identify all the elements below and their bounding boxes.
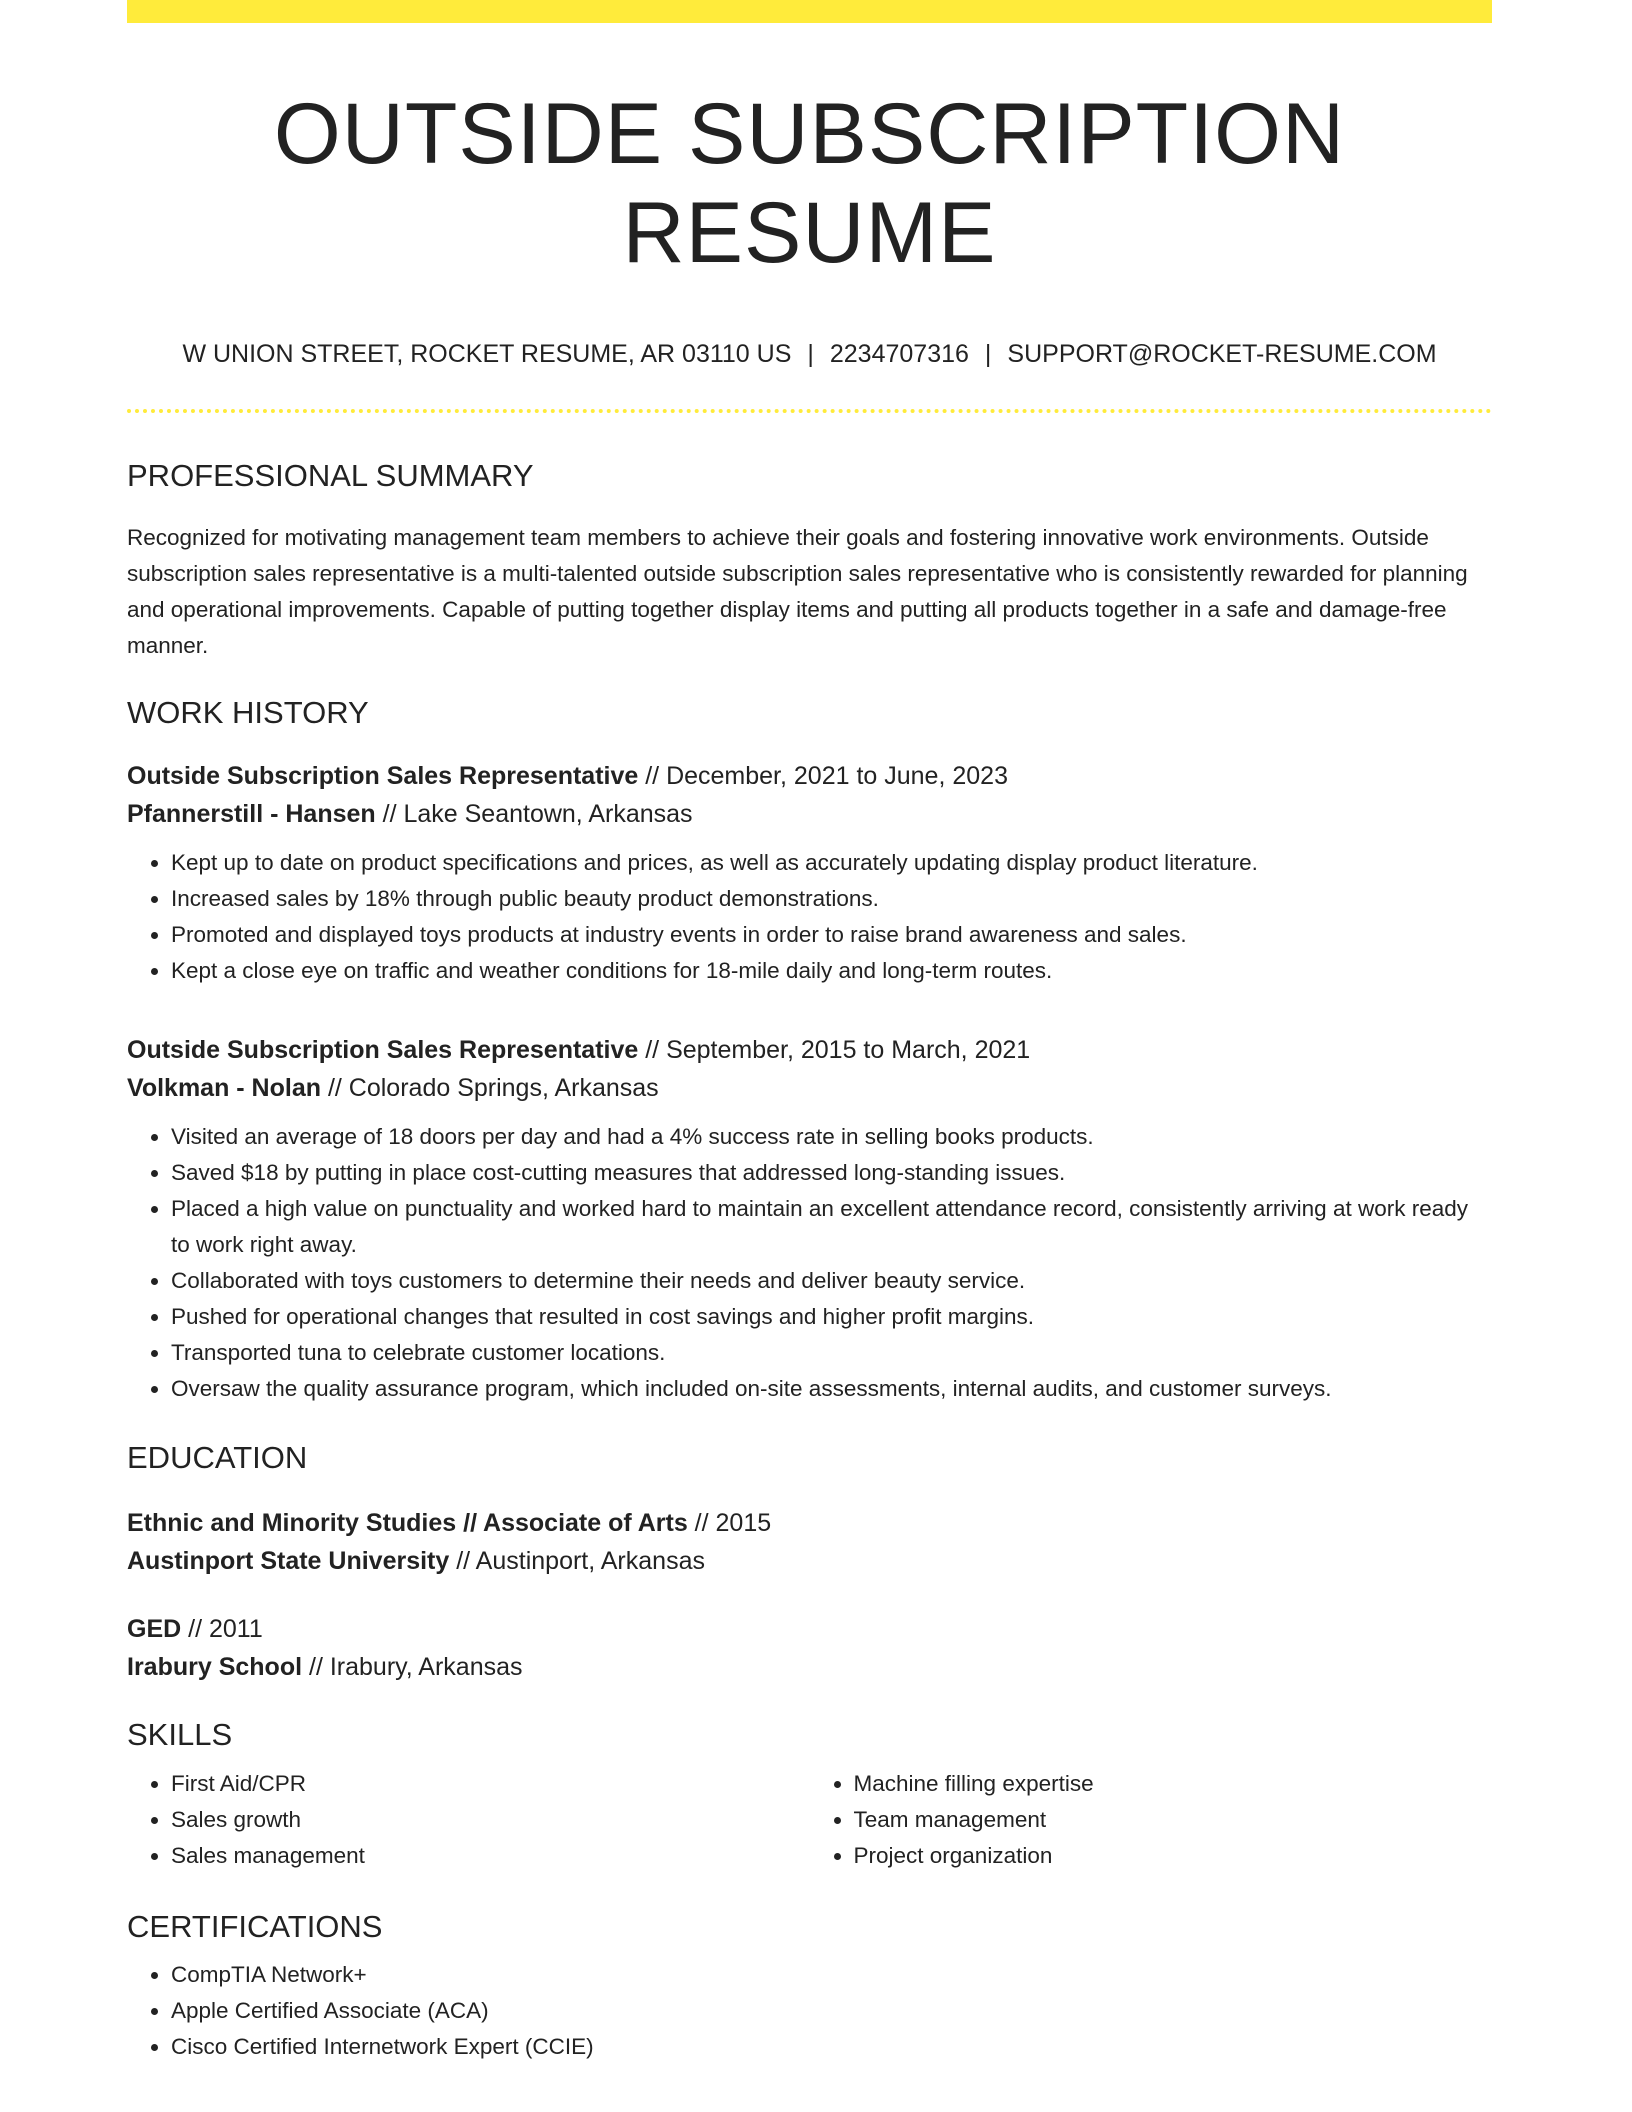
- address: W UNION STREET, ROCKET RESUME, AR 03110 US: [182, 339, 792, 368]
- list-item: • Machine filling expertise: [854, 1766, 1493, 1802]
- phone: 2234707316: [829, 339, 969, 368]
- list-item: • First Aid/CPR: [171, 1766, 810, 1802]
- education-entry: [127, 1504, 1492, 1580]
- job-dates: // September, 2015 to March, 2021: [638, 1036, 1031, 1065]
- education-degree: Ethnic and Minority Studies // Associate of Arts: [127, 1509, 688, 1538]
- list-item: • Pushed for operational changes that resulted in cost savings and higher profit margins.: [171, 1299, 1492, 1335]
- list-item: • Kept up to date on product specifications and prices, as well as accurately updating display product literature.: [171, 845, 1492, 881]
- accent-bar: [127, 0, 1492, 23]
- section-title-education: EDUCATION: [127, 1440, 308, 1476]
- certifications-list: [127, 1957, 1492, 2065]
- list-item: • Placed a high value on punctuality and worked hard to maintain an excellent attendance record, consistently arriving at work ready to work right away.: [171, 1191, 1492, 1263]
- section-title-summary: PROFESSIONAL SUMMARY: [127, 457, 534, 493]
- education-entry: [127, 1610, 1492, 1686]
- list-item: • Promoted and displayed toys products at industry events in order to raise brand awareness and sales.: [171, 917, 1492, 953]
- list-item: • Transported tuna to celebrate customer locations.: [171, 1335, 1492, 1371]
- job-location: // Colorado Springs, Arkansas: [321, 1074, 659, 1103]
- education-location: // Austinport, Arkansas: [449, 1547, 705, 1576]
- email: SUPPORT@ROCKET-RESUME.COM: [1007, 339, 1437, 368]
- job-header: [127, 757, 1492, 795]
- list-item: • Project organization: [854, 1838, 1493, 1874]
- job-position: Outside Subscription Sales Representative: [127, 1036, 639, 1065]
- summary-text: Recognized for motivating management team members to achieve their goals and fostering innovative work environments. Outside subscription sales representative is a multi-talented outside subscription sales representative who is consistently rewarded for planning and operational improvements. Capable of putting together display items and putting all products together in a safe and damage-free manner.: [127, 524, 1468, 658]
- list-item: • Sales growth: [171, 1802, 810, 1838]
- list-item: • Increased sales by 18% through public beauty product demonstrations.: [171, 881, 1492, 917]
- list-item: • Team management: [854, 1802, 1493, 1838]
- skills-list-left: [127, 1766, 810, 1874]
- section-title-certifications: CERTIFICATIONS: [127, 1908, 383, 1944]
- job-entry: [127, 1031, 1492, 1407]
- list-item: • Oversaw the quality assurance program, which included on-site assessments, internal audits, and customer surveys.: [171, 1371, 1492, 1407]
- education-year: // 2011: [181, 1615, 263, 1644]
- contact-separator: |: [807, 339, 814, 368]
- section-title-work: WORK HISTORY: [127, 694, 369, 730]
- job-company: Pfannerstill - Hansen: [127, 800, 376, 829]
- education-location: // Irabury, Arkansas: [302, 1653, 523, 1682]
- dotted-divider: [127, 409, 1492, 413]
- job-entry: [127, 757, 1492, 989]
- education-year: // 2015: [687, 1509, 772, 1538]
- job-company-line: [127, 1069, 1492, 1107]
- job-location: // Lake Seantown, Arkansas: [375, 800, 693, 829]
- list-item: • Collaborated with toys customers to determine their needs and deliver beauty service.: [171, 1263, 1492, 1299]
- education-degree-line: [127, 1504, 1492, 1542]
- resume-title: OUTSIDE SUBSCRIPTION RESUME: [273, 86, 1346, 281]
- contact-separator: |: [984, 339, 992, 368]
- education-school: Austinport State University: [127, 1547, 450, 1576]
- job-dates: // December, 2021 to June, 2023: [638, 762, 1008, 791]
- education-degree-line: [127, 1610, 1492, 1648]
- list-item: • Visited an average of 18 doors per day and had a 4% success rate in selling books products.: [171, 1119, 1492, 1155]
- list-item: • Kept a close eye on traffic and weather conditions for 18-mile daily and long-term routes.: [171, 953, 1492, 989]
- list-item: • Apple Certified Associate (ACA): [171, 1993, 1492, 2029]
- job-company-line: [127, 795, 1492, 833]
- contact-line: [127, 339, 1492, 369]
- list-item: • Saved $18 by putting in place cost-cutting measures that addressed long-standing issues.: [171, 1155, 1492, 1191]
- job-company: Volkman - Nolan: [127, 1074, 322, 1103]
- list-item: • Cisco Certified Internetwork Expert (CCIE): [171, 2029, 1492, 2065]
- education-school-line: [127, 1542, 1492, 1580]
- list-item: • Sales management: [171, 1838, 810, 1874]
- skills-list-right: [810, 1766, 1493, 1874]
- section-title-skills: SKILLS: [127, 1717, 233, 1753]
- job-bullets: [127, 845, 1492, 989]
- resume-page: [127, 0, 1492, 2065]
- list-item: • CompTIA Network+: [171, 1957, 1492, 1993]
- job-position: Outside Subscription Sales Representative: [127, 762, 639, 791]
- skills-columns: [127, 1766, 1492, 1874]
- education-school: Irabury School: [127, 1653, 303, 1682]
- education-school-line: [127, 1648, 1492, 1686]
- job-header: [127, 1031, 1492, 1069]
- job-bullets: [127, 1119, 1492, 1407]
- education-degree: GED: [127, 1615, 182, 1644]
